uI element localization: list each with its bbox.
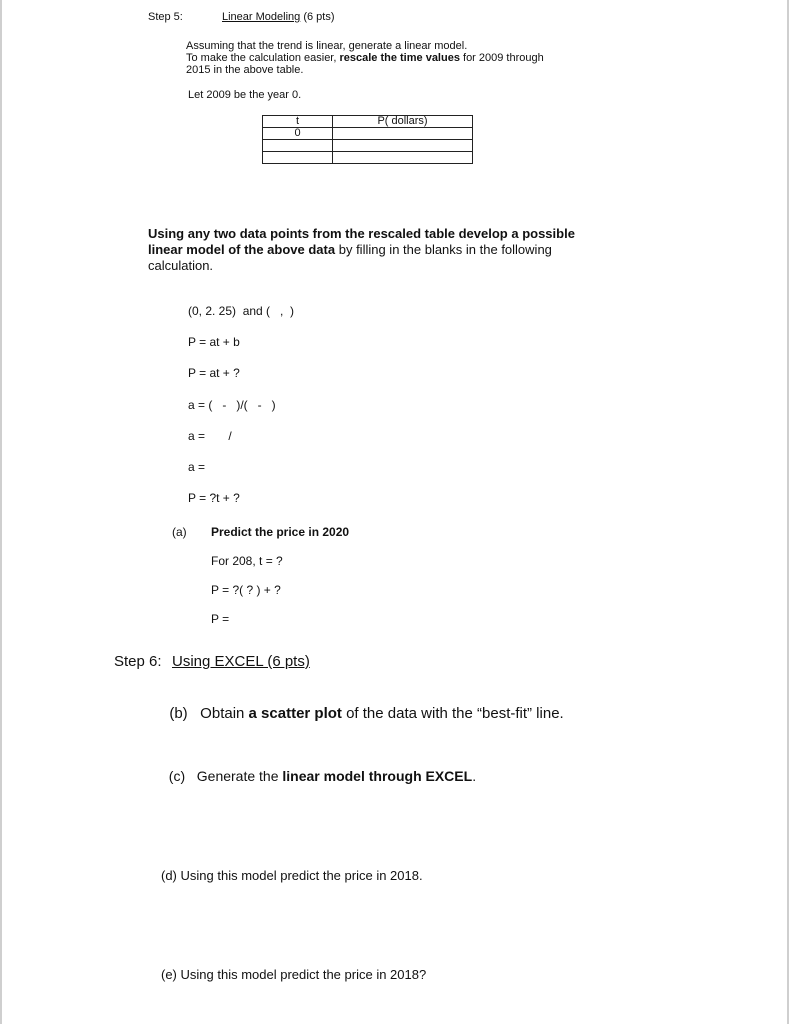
table-row xyxy=(263,128,473,140)
intro-line-2-bold: rescale the time values xyxy=(339,52,460,64)
table-row xyxy=(263,152,473,164)
instruction-line-3: calculation. xyxy=(148,258,214,273)
step5-label: Step 5: xyxy=(148,11,183,23)
instruction-line-2-rest: by filling in the blanks in the following xyxy=(335,242,552,257)
step6-b-bold: a scatter plot xyxy=(248,705,342,722)
intro-line-2-pre: To make the calculation easier, xyxy=(186,52,340,64)
step6-c-pre: (c) Generate the xyxy=(168,768,283,784)
step6-label: Step 6: xyxy=(114,653,162,670)
step5-title: Linear Modeling xyxy=(222,11,301,23)
intro-line-2 xyxy=(186,52,544,64)
step6-b-post: of the data with the “best-fit” line. xyxy=(341,705,564,722)
step5-heading xyxy=(222,11,335,23)
step5-points: (6 pts) xyxy=(300,11,335,23)
calc-slope-formula: a = ( - )/( - ) xyxy=(188,398,276,412)
table-header-p: P( dollars) xyxy=(333,116,473,128)
instruction-line-1: Using any two data points from the rescaled table develop a possible xyxy=(148,226,575,241)
part-a-line-3: P = xyxy=(211,612,230,626)
calc-general-line: P = at + b xyxy=(188,335,240,349)
table-cell xyxy=(263,140,333,152)
table-header-t: t xyxy=(263,116,333,128)
page-edge-left xyxy=(0,0,2,1024)
calc-slope-value: a = xyxy=(188,460,206,474)
calc-b-line: P = at + ? xyxy=(188,366,240,380)
calc-model-line: P = ?t + ? xyxy=(188,491,240,505)
calc-points-line: (0, 2. 25) and ( , ) xyxy=(188,304,295,318)
table-cell xyxy=(333,140,473,152)
step6-c-post: . xyxy=(472,768,477,784)
table-cell xyxy=(263,152,333,164)
table-row xyxy=(263,140,473,152)
step6-b xyxy=(161,688,564,722)
step6-d: (d) Using this model predict the price in 2018. xyxy=(161,868,423,883)
intro-line-2-post: for 2009 through xyxy=(459,52,544,64)
step6-title: Using EXCEL (6 pts) xyxy=(172,653,310,670)
table-cell xyxy=(333,128,473,140)
instruction-line-2-bold: linear model of the above data xyxy=(148,242,336,257)
part-a-line-2: P = ?( ? ) + ? xyxy=(211,583,281,597)
instruction-line-2 xyxy=(148,242,552,257)
step6-b-pre: (b) Obtain xyxy=(169,705,249,722)
part-a-label: (a) xyxy=(172,525,187,539)
calc-slope-fraction: a = / xyxy=(188,429,232,443)
table-cell: 0 xyxy=(263,128,333,140)
table-header-row xyxy=(263,116,473,128)
intro-line-1: Assuming that the trend is linear, generate a linear model. xyxy=(186,40,468,52)
step6-c xyxy=(161,752,476,784)
step6-e: (e) Using this model predict the price in 2018? xyxy=(161,967,427,982)
part-a-line-1: For 208, t = ? xyxy=(211,554,283,568)
let-line: Let 2009 be the year 0. xyxy=(188,89,302,101)
intro-line-3: 2015 in the above table. xyxy=(186,64,304,76)
page-edge-right xyxy=(787,0,789,1024)
part-a-title: Predict the price in 2020 xyxy=(211,525,350,539)
rescaled-table xyxy=(262,115,473,164)
step6-c-bold: linear model through EXCEL xyxy=(282,768,473,784)
table-cell xyxy=(333,152,473,164)
